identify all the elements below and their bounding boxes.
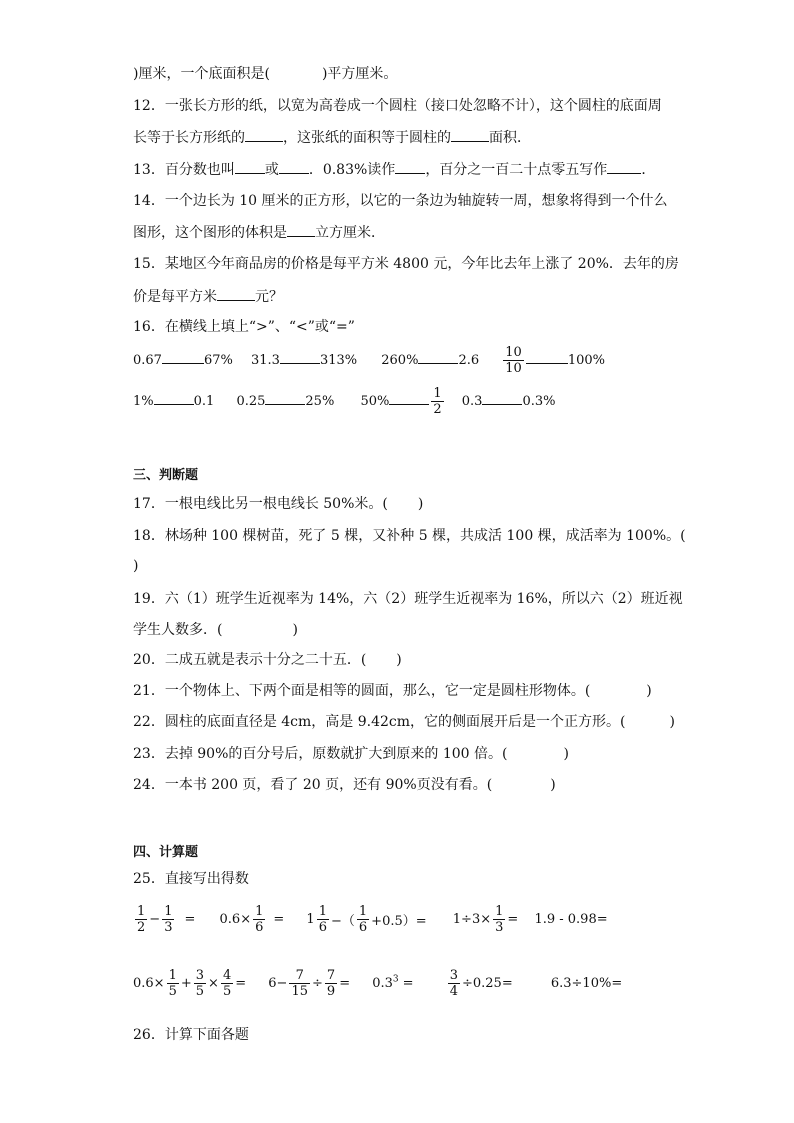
q21-text: 21．一个物体上、下两个面是相等的圆面，那么，它一定是圆柱形物体。(: [133, 683, 591, 699]
answer-blank[interactable]: [265, 391, 305, 405]
numerator: 7: [289, 968, 310, 984]
expression-text: 1.9 - 0.98=: [534, 912, 608, 927]
numerator: 1: [137, 904, 146, 919]
fraction: [162, 904, 174, 935]
answer-blank[interactable]: [235, 160, 265, 174]
fraction: [167, 968, 179, 999]
calc-row-1: [133, 904, 608, 935]
close-paren: ): [563, 746, 569, 762]
expression-text: ÷0.25=: [461, 976, 513, 991]
operator: ÷: [312, 976, 323, 991]
q23-text: 23．去掉 90%的百分号后，原数就扩大到原来的 100 倍。(: [133, 746, 508, 762]
close-paren: ): [396, 652, 402, 668]
numerator: 3: [449, 968, 458, 983]
q22-text: 22．圆柱的底面直径是 4cm，高是 9.42cm，它的侧面展开后是一个正方形。(: [133, 714, 626, 730]
answer-blank[interactable]: [162, 350, 204, 364]
denominator: 3: [495, 920, 504, 935]
denominator: 5: [195, 984, 205, 999]
numerator: 1: [318, 904, 327, 919]
question-25: 25．直接写出得数: [133, 871, 249, 887]
compare-value: 25%: [305, 394, 335, 409]
expression-text: 6.3÷10%=: [550, 976, 623, 991]
question-18-line1: 18．林场种 100 棵树苗，死了 5 棵，又补种 5 棵，共成活 100 棵，成活率为 100%。(: [133, 528, 686, 544]
close-paren: ): [292, 622, 298, 638]
expression-text: 1÷3×: [452, 912, 492, 927]
question-13: [133, 160, 655, 179]
question-20: [133, 651, 402, 669]
question-16: 16．在横线上填上“>”、“<”或“=”: [133, 319, 355, 335]
compare-value: 0.3: [461, 394, 483, 409]
equals: =: [507, 912, 519, 927]
question-12-line2: [133, 128, 531, 147]
compare-value: 0.25: [236, 394, 266, 409]
fraction: [194, 968, 206, 999]
whole-number: 1: [306, 912, 315, 927]
numerator: 1: [168, 968, 177, 983]
compare-value: 260%: [381, 353, 419, 368]
question-17: [133, 495, 423, 513]
exponent: 3: [392, 974, 399, 985]
question-15-line2: [133, 287, 283, 306]
denominator: 3: [164, 920, 173, 935]
close-paren: ): [669, 714, 675, 730]
question-26: 26．计算下面各题: [133, 1027, 249, 1043]
fraction: [325, 968, 337, 999]
answer-blank[interactable]: [280, 350, 320, 364]
denominator: 5: [222, 984, 232, 999]
numerator: 1: [495, 904, 504, 919]
close-paren: ): [550, 777, 556, 793]
expression-text: 6−: [268, 976, 288, 991]
q17-text: 17．一根电线比另一根电线长 50%米。(: [133, 496, 388, 512]
denominator: 2: [137, 920, 146, 935]
question-22: [133, 713, 675, 731]
numerator: 3: [195, 968, 205, 983]
answer-blank[interactable]: [245, 128, 283, 142]
compare-value: 0.1: [193, 394, 215, 409]
operator: ×: [208, 976, 219, 991]
question-19-line2: [133, 621, 298, 639]
compare-value: 31.3: [251, 353, 280, 368]
numerator: 1: [164, 904, 173, 919]
numerator: 4: [222, 968, 232, 983]
q13-post: ．: [641, 162, 656, 178]
section-title-judge: 三、判断题: [133, 468, 199, 483]
denominator: 10: [505, 361, 522, 376]
q19-text: 学生人数多．(: [133, 622, 223, 638]
expression-text: 0.3: [372, 976, 393, 991]
numerator: 1: [255, 904, 264, 919]
fraction: [431, 386, 443, 417]
q15-post: 元？: [255, 289, 283, 305]
equals: =: [273, 912, 285, 927]
fraction: [253, 904, 265, 935]
denominator: 6: [358, 920, 368, 935]
answer-blank[interactable]: [451, 128, 489, 142]
q12-post: 面积．: [489, 130, 531, 146]
expression-text: 0.6×: [133, 976, 165, 991]
numerator: 1: [358, 904, 368, 919]
denominator: 6: [255, 920, 264, 935]
denominator: 6: [318, 920, 327, 935]
answer-blank[interactable]: [482, 391, 522, 405]
question-14-line1: 14．一个边长为 10 厘米的正方形，以它的一条边为轴旋转一周，想象将得到一个什么: [133, 193, 668, 209]
fraction: [493, 904, 505, 935]
denominator: 5: [168, 984, 177, 999]
question-14-line2: [133, 223, 385, 242]
answer-blank[interactable]: [526, 350, 568, 364]
operator: −: [149, 912, 161, 927]
answer-blank[interactable]: [607, 160, 641, 174]
equals: =: [339, 976, 351, 991]
denominator: 15: [291, 984, 308, 999]
answer-blank[interactable]: [279, 160, 309, 174]
compare-value: 313%: [319, 353, 358, 368]
q13-pre: 13．百分数也叫: [133, 162, 235, 178]
question-23: [133, 745, 569, 763]
question-12-line1: 12．一张长方形的纸，以宽为高卷成一个圆柱（接口处忽略不计），这个圆柱的底面周: [133, 98, 662, 114]
question-24: [133, 776, 556, 794]
q20-text: 20．二成五就是表示十分之二十五．(: [133, 652, 367, 668]
q11-text-post: )平方厘米。: [321, 66, 398, 82]
compare-value: 0.3%: [522, 394, 556, 409]
q14-post: 立方厘米．: [315, 225, 385, 241]
answer-blank[interactable]: [389, 391, 429, 405]
q13-mid3: ，百分之一百二十点零五写作: [425, 162, 608, 178]
close-paren: ): [646, 683, 652, 699]
numerator: 1: [433, 386, 442, 401]
expression-text: −（: [330, 914, 355, 929]
compare-value: 0.67: [133, 353, 162, 368]
numerator: 10: [505, 345, 522, 360]
fraction: [135, 904, 147, 935]
operator: +: [180, 976, 192, 991]
question-21: [133, 682, 652, 700]
compare-row-1: [133, 345, 605, 376]
question-18-line2: ): [133, 558, 139, 574]
fraction: [317, 904, 329, 935]
equals: =: [402, 976, 414, 991]
section-title-calc: 四、计算题: [133, 845, 199, 860]
answer-blank[interactable]: [154, 391, 194, 405]
denominator: 4: [449, 984, 458, 999]
compare-value: 100%: [567, 353, 605, 368]
fraction: [357, 904, 369, 935]
answer-blank[interactable]: [217, 287, 255, 301]
answer-blank[interactable]: [418, 350, 458, 364]
question-19-line1: 19．六（1）班学生近视率为 14%，六（2）班学生近视率为 16%，所以六（2）班近视: [133, 591, 683, 607]
fraction: [448, 968, 460, 999]
compare-value: 50%: [360, 394, 390, 409]
close-paren: ): [417, 496, 424, 512]
q11-text-pre: )厘米，一个底面积是(: [133, 66, 270, 82]
q12-pre: 长等于长方形纸的: [133, 130, 245, 146]
compare-value: 2.6: [458, 353, 480, 368]
q14-pre: 图形，这个图形的体积是: [133, 225, 287, 241]
answer-blank[interactable]: [395, 160, 425, 174]
q12-mid: ，这张纸的面积等于圆柱的: [283, 130, 451, 146]
expression-text: +0.5）=: [371, 914, 427, 929]
compare-row-2: [133, 386, 556, 417]
q11-tail: [133, 65, 397, 83]
equals: =: [184, 912, 196, 927]
q13-mid2: ．0.83%读作: [308, 162, 396, 178]
answer-blank[interactable]: [287, 223, 315, 237]
denominator: 2: [433, 402, 442, 417]
fraction: [289, 968, 310, 999]
numerator: 7: [326, 968, 336, 983]
fraction: [503, 345, 524, 376]
fraction: [221, 968, 233, 999]
question-15-line1: 15．某地区今年商品房的价格是每平方米 4800 元，今年比去年上涨了 20%．去年的房: [133, 256, 679, 272]
q13-mid1: 或: [264, 162, 279, 178]
q24-text: 24．一本书 200 页，看了 20 页，还有 90%页没有看。(: [133, 777, 493, 793]
compare-value: 67%: [203, 353, 233, 368]
calc-row-2: [133, 968, 622, 999]
compare-value: 1%: [133, 394, 154, 409]
denominator: 9: [326, 984, 336, 999]
equals: =: [235, 976, 247, 991]
q15-pre: 价是每平方米: [133, 289, 217, 305]
expression-text: 0.6×: [219, 912, 252, 927]
